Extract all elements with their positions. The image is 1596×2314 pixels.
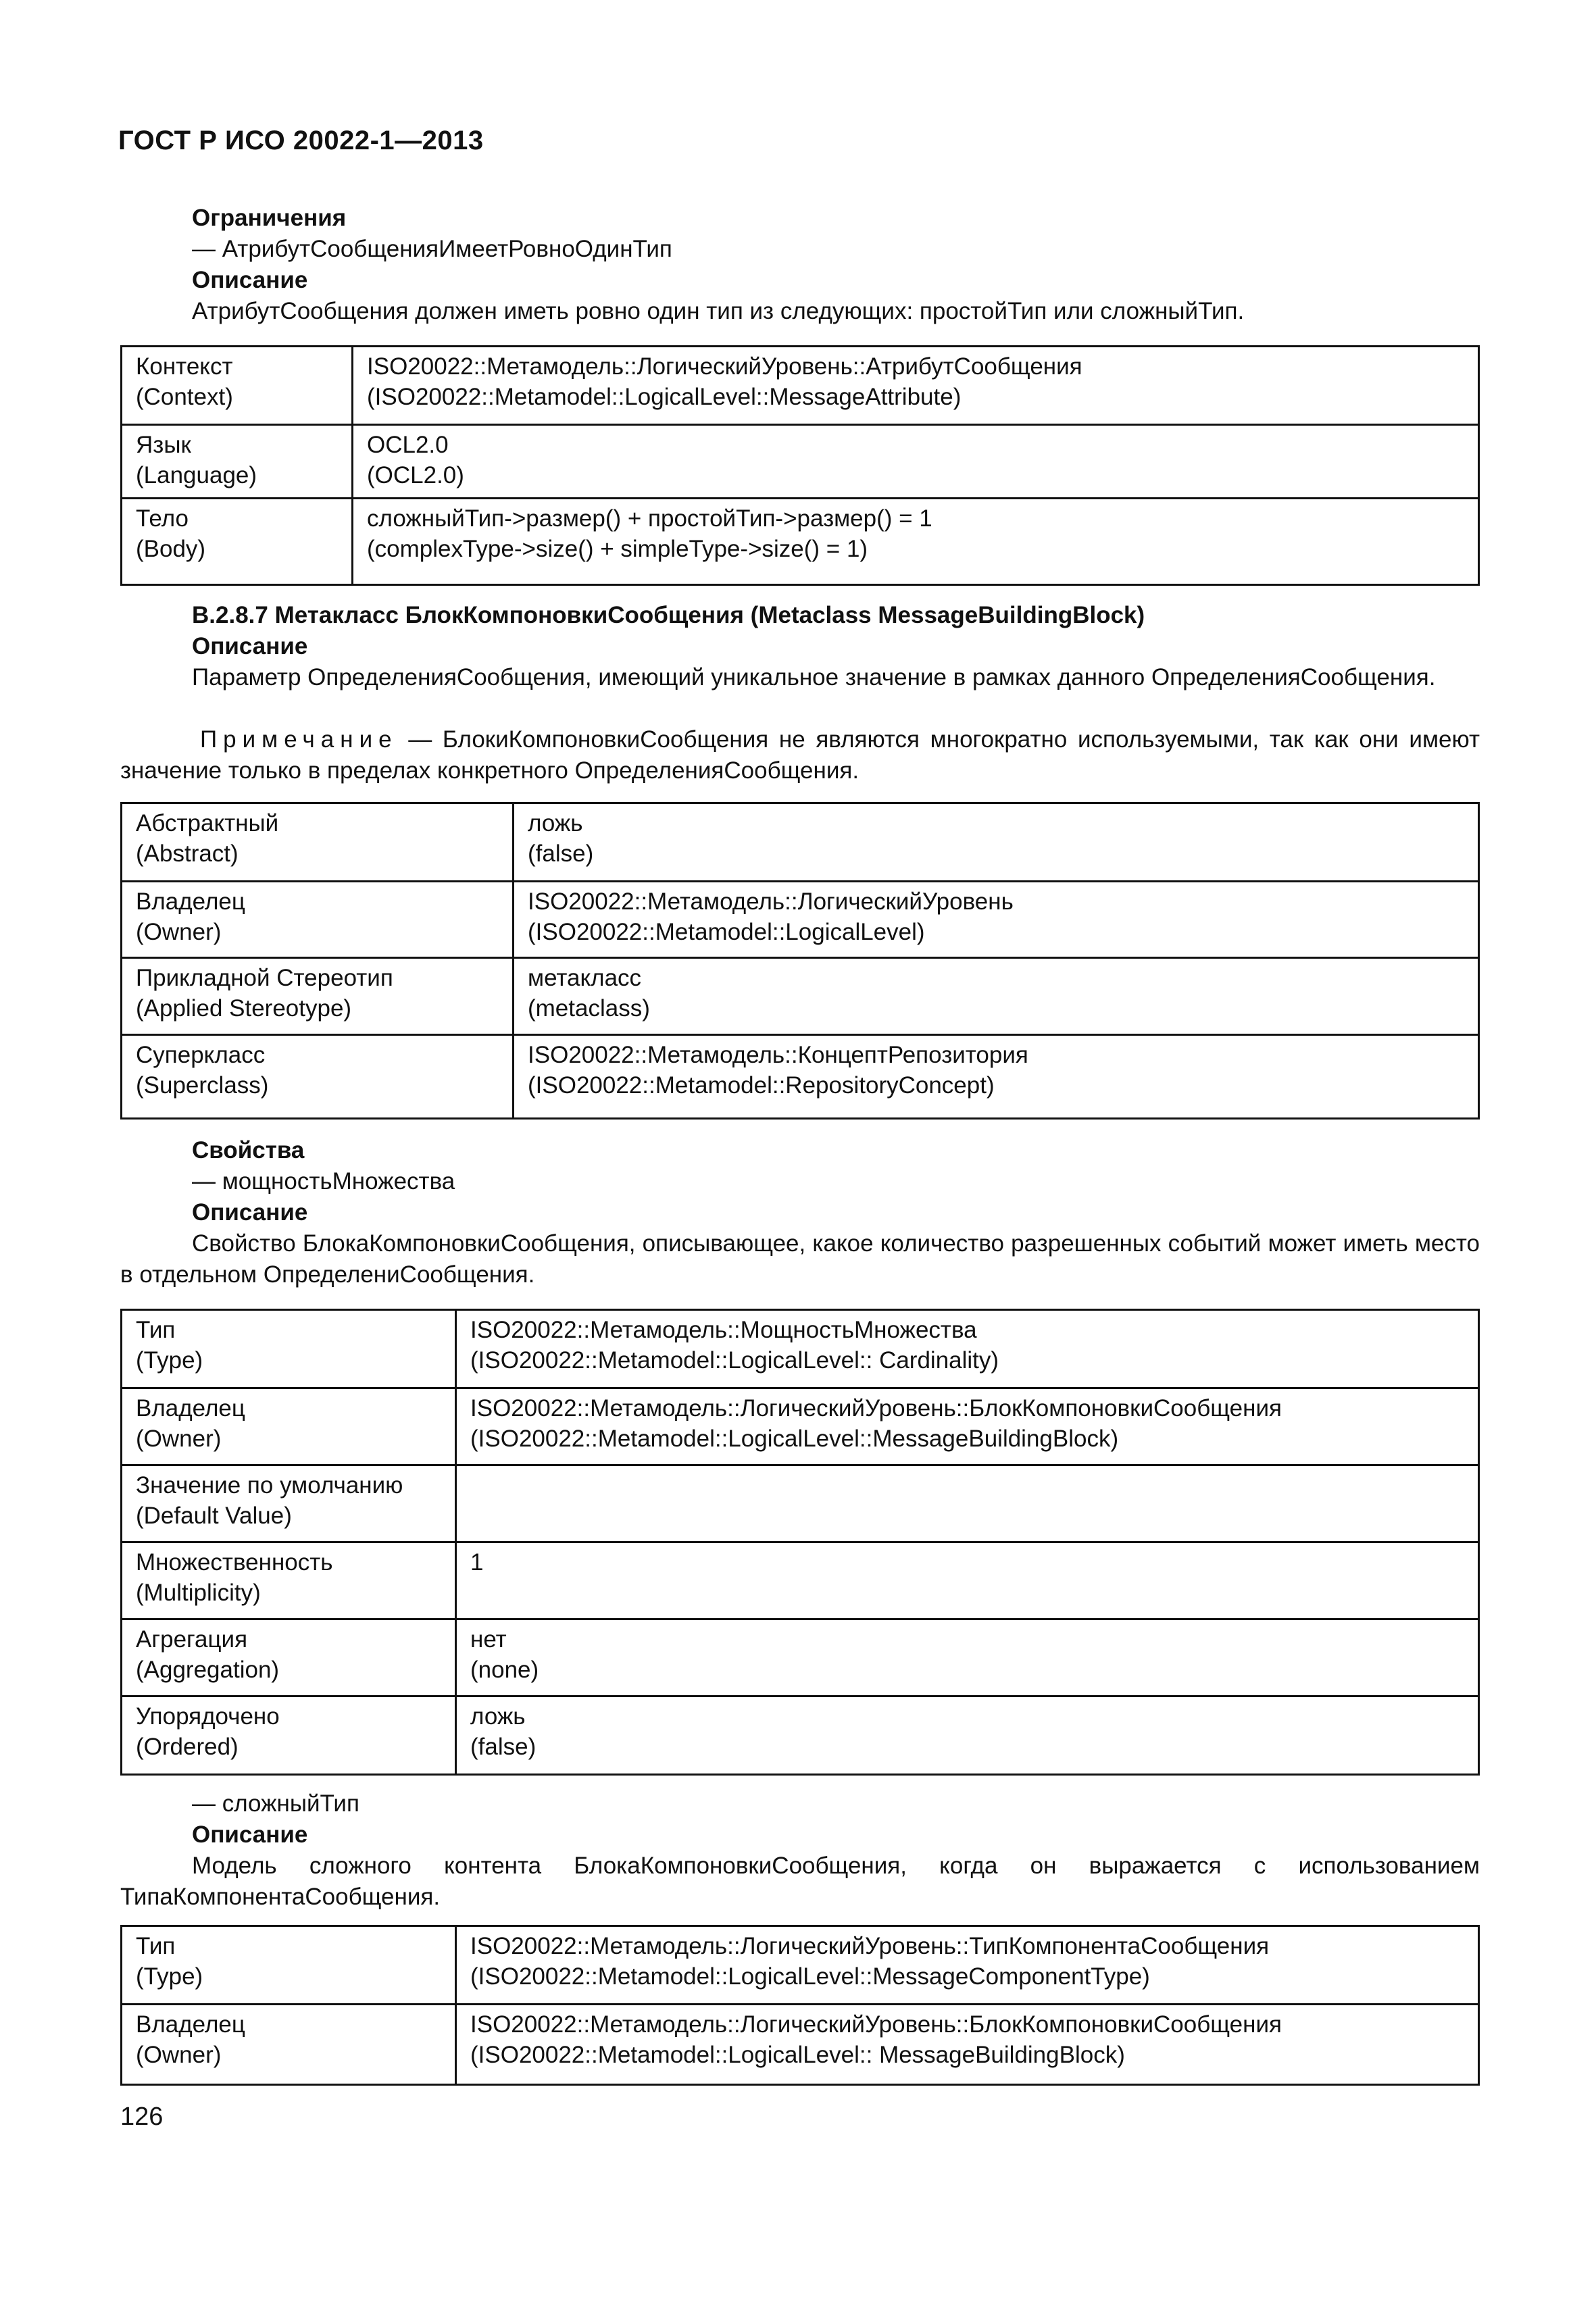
value-cell: ISO20022::Метамодель::ЛогическийУровень::БлокКомпоновкиСообщения (ISO20022::Metamodel::LogicalLevel:: MessageBuildingBlock) — [456, 2005, 1479, 2085]
key-cell: Значение по умолчанию (Default Value) — [122, 1465, 456, 1542]
key-cell: Язык (Language) — [122, 425, 353, 499]
table-row — [122, 1465, 1479, 1542]
key-cell: Владелец (Owner) — [122, 2005, 456, 2085]
key-cell: Владелец (Owner) — [122, 1388, 456, 1465]
table-row — [122, 2005, 1479, 2085]
section-title: В.2.8.7 Метакласс БлокКомпоновкиСообщения (Metaclass MessageBuildingBlock) — [192, 602, 1145, 628]
value-cell: ложь (false) — [514, 803, 1479, 882]
value-cell — [456, 1465, 1479, 1542]
value-cell: ISO20022::Метамодель::ЛогическийУровень::АтрибутСообщения (ISO20022::Metamodel::LogicalLevel::MessageAttribute) — [353, 347, 1479, 425]
constraint-table — [120, 345, 1480, 586]
value-cell: метакласс (metaclass) — [514, 958, 1479, 1035]
key-cell: Абстрактный (Abstract) — [122, 803, 514, 882]
metaclass-table — [120, 802, 1480, 1120]
table-row — [122, 1310, 1479, 1388]
constraint-item: — АтрибутСообщенияИмеетРовноОдинТип — [192, 236, 672, 262]
property-item: — сложныйТип — [192, 1790, 359, 1817]
properties-heading: Свойства — [192, 1137, 305, 1163]
table-row — [122, 425, 1479, 499]
note-text: — БлокиКомпоновкиСообщения не являются многократно используемыми, так как они имеют значение только в пределах конкретного ОпределенияСообщения. — [120, 726, 1480, 784]
key-cell: Суперкласс (Superclass) — [122, 1035, 514, 1119]
value-cell: ISO20022::Метамодель::МощностьМножества (ISO20022::Metamodel::LogicalLevel:: Cardinality) — [456, 1310, 1479, 1388]
document-header: ГОСТ Р ИСО 20022-1—2013 — [118, 126, 484, 155]
description-text: Модель сложного контента БлокаКомпоновкиСообщения, когда он выражается с использованием ТипаКомпонентаСообщения. — [120, 1853, 1480, 1910]
value-cell: ISO20022::Метамодель::ЛогическийУровень (ISO20022::Metamodel::LogicalLevel) — [514, 882, 1479, 958]
value-cell: сложныйТип->размер() + простойТип->размер() = 1 (complexType->size() + simpleType->size() = 1) — [353, 499, 1479, 585]
key-cell: Множественность (Multiplicity) — [122, 1542, 456, 1619]
value-cell: 1 — [456, 1542, 1479, 1619]
table-row — [122, 1619, 1479, 1696]
constraints-heading: Ограничения — [192, 205, 347, 231]
table-row — [122, 1542, 1479, 1619]
value-cell: нет (none) — [456, 1619, 1479, 1696]
description-text: АтрибутСообщения должен иметь ровно один тип из следующих: простойТип или сложныйТип. — [192, 298, 1245, 324]
key-cell: Агрегация (Aggregation) — [122, 1619, 456, 1696]
value-cell: ISO20022::Метамодель::ЛогическийУровень::ТипКомпонентаСообщения (ISO20022::Metamodel::LogicalLevel::MessageComponentType) — [456, 1926, 1479, 2005]
description-heading: Описание — [192, 1821, 308, 1848]
complex-type-table — [120, 1925, 1480, 2086]
table-row — [122, 347, 1479, 425]
value-cell: OCL2.0 (OCL2.0) — [353, 425, 1479, 499]
value-cell: ISO20022::Метамодель::КонцептРепозитория (ISO20022::Metamodel::RepositoryConcept) — [514, 1035, 1479, 1119]
table-row — [122, 803, 1479, 882]
table-row — [122, 1388, 1479, 1465]
table-row — [122, 882, 1479, 958]
description-heading: Описание — [192, 633, 308, 659]
table-row — [122, 1035, 1479, 1119]
description-text: Свойство БлокаКомпоновкиСообщения, описывающее, какое количество разрешенных событий может иметь место в отдельном ОпределениСообщения. — [120, 1230, 1480, 1288]
note — [120, 724, 1480, 786]
key-cell: Владелец (Owner) — [122, 882, 514, 958]
key-cell: Тело (Body) — [122, 499, 353, 585]
table-row — [122, 1926, 1479, 2005]
description-heading: Описание — [192, 1199, 308, 1226]
table-row — [122, 1696, 1479, 1775]
property-item: — мощностьМножества — [192, 1168, 455, 1194]
key-cell: Тип (Type) — [122, 1926, 456, 2005]
page-number: 126 — [120, 2103, 164, 2131]
table-row — [122, 499, 1479, 585]
description-heading: Описание — [192, 267, 308, 293]
note-label: Примечание — [200, 726, 398, 753]
value-cell: ISO20022::Метамодель::ЛогическийУровень::БлокКомпоновкиСообщения (ISO20022::Metamodel::LogicalLevel::MessageBuildingBlock) — [456, 1388, 1479, 1465]
key-cell: Контекст (Context) — [122, 347, 353, 425]
key-cell: Тип (Type) — [122, 1310, 456, 1388]
value-cell: ложь (false) — [456, 1696, 1479, 1775]
key-cell: Упорядочено (Ordered) — [122, 1696, 456, 1775]
description-text: Параметр ОпределенияСообщения, имеющий уникальное значение в рамках данного ОпределенияСообщения. — [192, 664, 1436, 690]
table-row — [122, 958, 1479, 1035]
property-table — [120, 1309, 1480, 1776]
key-cell: Прикладной Стереотип (Applied Stereotype) — [122, 958, 514, 1035]
